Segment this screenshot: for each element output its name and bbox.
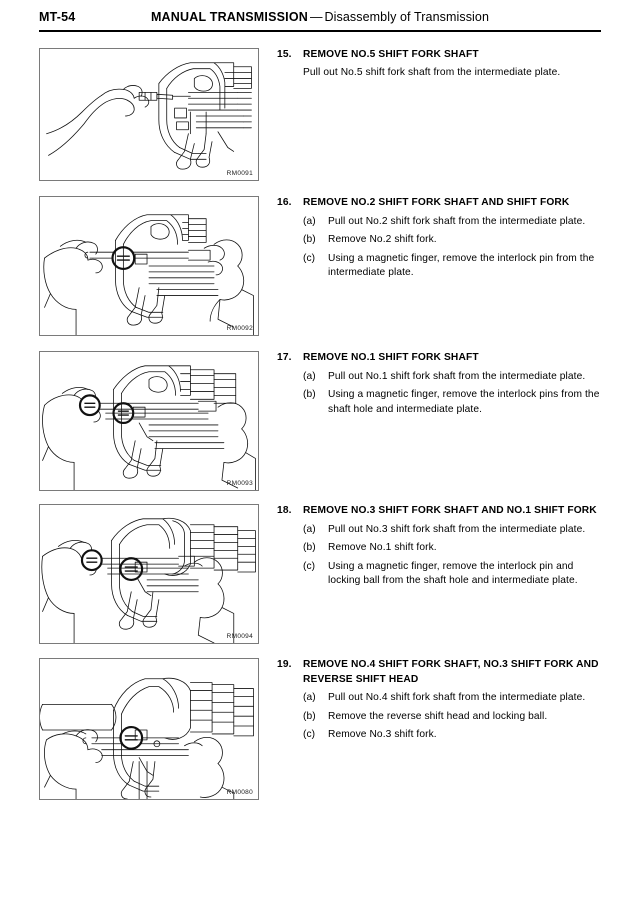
step-title: REMOVE NO.3 SHIFT FORK SHAFT AND NO.1 SHIFT FORK — [303, 505, 597, 516]
substep-label: (b) — [303, 710, 316, 722]
step-number: 16. — [277, 197, 292, 208]
figure-illustration-no2-shift-fork-shaft — [40, 197, 258, 335]
substep-text: Pull out No.4 shift fork shaft from the intermediate plate. — [328, 692, 586, 703]
header-title-sub: Disassembly of Transmission — [324, 10, 490, 24]
substep-label: (b) — [303, 234, 316, 245]
figure-panel-step-16 — [39, 196, 259, 336]
step-number: 19. — [277, 659, 292, 670]
step-heading — [277, 504, 601, 519]
figure-panel-step-15 — [39, 48, 259, 181]
figure-panel-step-17 — [39, 351, 259, 491]
step-number: 17. — [277, 352, 292, 363]
substep-item — [277, 370, 601, 385]
figure-panel-step-18 — [39, 504, 259, 644]
substep-label: (a) — [303, 523, 316, 535]
substep-list — [277, 523, 601, 589]
figure-panel-step-19 — [39, 658, 259, 800]
substep-text: Using a magnetic finger, remove the interlock pins from the shaft hole and intermediate plate. — [328, 389, 600, 415]
substep-label: (b) — [303, 542, 316, 553]
substep-label: (a) — [303, 692, 316, 703]
substep-text: Remove No.1 shift fork. — [328, 542, 437, 553]
figure-illustration-no4-shift-fork-shaft — [40, 659, 258, 799]
step-heading — [277, 48, 601, 63]
substep-label: (c) — [303, 252, 316, 264]
instruction-block-step-18 — [277, 504, 601, 593]
substep-list — [277, 215, 601, 281]
substep-text: Remove the reverse shift head and locking ball. — [328, 710, 548, 722]
step-title: REMOVE NO.2 SHIFT FORK SHAFT AND SHIFT FORK — [303, 197, 570, 208]
header-title — [39, 10, 601, 24]
substep-text: Using a magnetic finger, remove the interlock pin from the intermediate plate. — [328, 252, 595, 278]
substep-text: Remove No.3 shift fork. — [328, 729, 437, 740]
substep-text: Pull out No.2 shift fork shaft from the intermediate plate. — [328, 215, 586, 227]
instruction-block-step-19 — [277, 658, 601, 747]
step-number: 15. — [277, 49, 292, 60]
step-heading — [277, 658, 601, 687]
substep-item — [277, 215, 601, 230]
step-title: REMOVE NO.1 SHIFT FORK SHAFT — [303, 352, 479, 363]
substep-item — [277, 541, 601, 556]
figure-code: RM0091 — [226, 170, 253, 177]
substep-item — [277, 691, 601, 706]
figure-code: RM0080 — [226, 789, 253, 796]
substep-item — [277, 710, 601, 725]
instruction-block-step-17 — [277, 351, 601, 421]
substep-label: (a) — [303, 215, 316, 227]
substep-item — [277, 252, 601, 281]
substep-label: (a) — [303, 370, 316, 382]
substep-text: Using a magnetic finger, remove the interlock pin and locking ball from the shaft hole and intermediate plate. — [328, 560, 578, 586]
substep-label: (c) — [303, 729, 316, 740]
step-heading — [277, 351, 601, 366]
figure-illustration-no1-shift-fork-shaft — [40, 352, 258, 490]
substep-item — [277, 523, 601, 538]
figure-code: RM0094 — [226, 633, 253, 640]
substep-list — [277, 370, 601, 418]
substep-text: Pull out No.3 shift fork shaft from the intermediate plate. — [328, 523, 586, 535]
figure-illustration-no3-shift-fork-shaft — [40, 505, 258, 643]
step-number: 18. — [277, 505, 292, 516]
header-title-main: MANUAL TRANSMISSION — [150, 10, 308, 24]
figure-code: RM0092 — [226, 325, 253, 332]
substep-list — [277, 691, 601, 743]
substep-item — [277, 388, 601, 417]
step-title: REMOVE NO.5 SHIFT FORK SHAFT — [303, 49, 479, 60]
step-heading — [277, 196, 601, 211]
step-title: REMOVE NO.4 SHIFT FORK SHAFT, NO.3 SHIFT FORK AND REVERSE SHIFT HEAD — [303, 659, 599, 685]
header-title-dash: — — [309, 10, 323, 24]
instruction-block-step-15 — [277, 48, 601, 80]
substep-item — [277, 728, 601, 743]
figure-code: RM0093 — [226, 480, 253, 487]
instruction-block-step-16 — [277, 196, 601, 285]
step-body: Pull out No.5 shift fork shaft from the intermediate plate. — [303, 66, 561, 78]
substep-label: (b) — [303, 389, 316, 400]
page-number: MT-54 — [39, 10, 76, 24]
substep-item — [277, 560, 601, 589]
substep-item — [277, 233, 601, 248]
substep-label: (c) — [303, 560, 316, 572]
substep-text: Remove No.2 shift fork. — [328, 234, 437, 245]
figure-illustration-no5-shift-fork-shaft — [40, 49, 258, 180]
header-rule — [39, 30, 601, 32]
substep-text: Pull out No.1 shift fork shaft from the intermediate plate. — [328, 370, 586, 382]
